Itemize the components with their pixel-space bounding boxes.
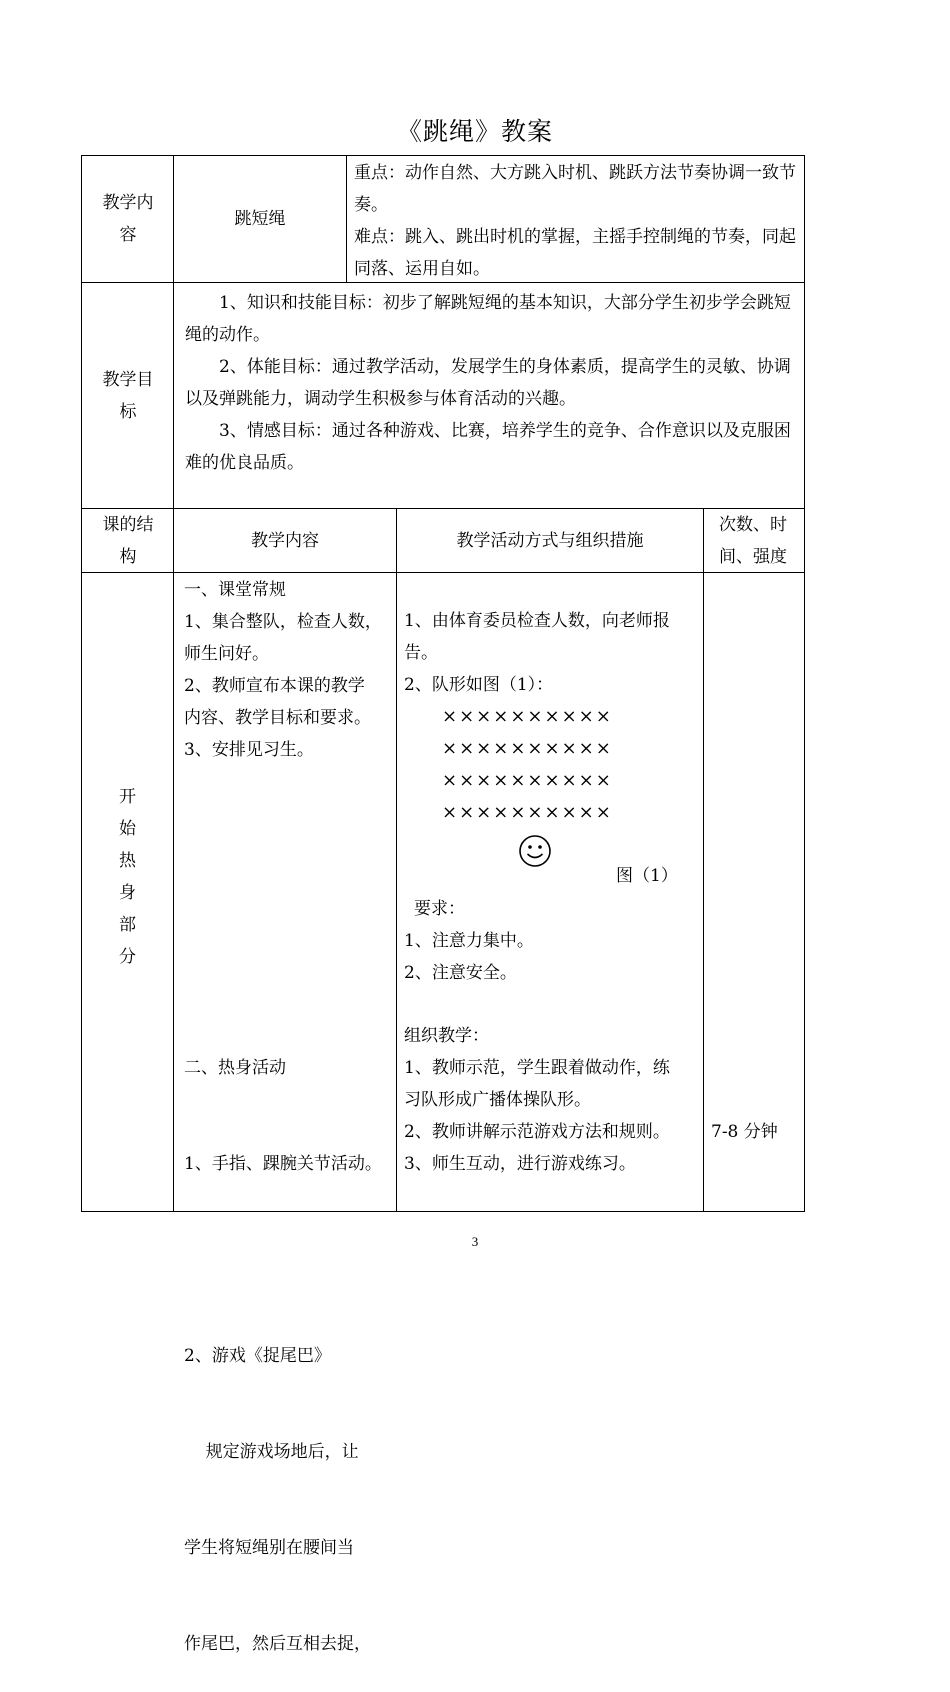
content-line: 二、热身活动 [184, 1058, 286, 1078]
content-line: 师生问好。 [184, 644, 269, 664]
difficulty-text: 难点：跳入、跳出时机的掌握，主摇手控制绳的节奏，同起同落、运用自如。 [354, 227, 796, 279]
content-row-header: 教学内容 [102, 193, 154, 245]
warmup-activities-organization [404, 1020, 700, 1180]
activities-header: 教学活动方式与组织措施 [456, 530, 644, 551]
objectives-row-header: 教学目标 [102, 369, 154, 422]
activity-line: 告。 [404, 643, 438, 663]
activity-line: 1、教师示范，学生跟着做动作，练 [404, 1058, 670, 1078]
content-line: 3、安排见习生。 [184, 740, 314, 760]
content-line: 学生将短绳别在腰间当 [184, 1538, 354, 1558]
requirement-item: 1、注意力集中。 [404, 931, 534, 951]
formation-row: ×××××××××× [442, 770, 613, 791]
page-number: 3 [471, 1234, 479, 1249]
content-line: 作尾巴，然后互相去捉， [184, 1634, 371, 1654]
activity-line: 习队形成广播体操队形。 [404, 1090, 591, 1110]
content-line: 2、游戏《捉尾巴》 [184, 1346, 331, 1366]
content-key-points [354, 157, 801, 285]
formation-row: ×××××××××× [442, 802, 613, 823]
key-points-text: 重点：动作自然、大方跳入时机、跳跃方法节奏协调一致节奏。 [354, 163, 796, 215]
warmup-time: 7-8 分钟 [711, 1122, 778, 1142]
warmup-activities-routine [404, 605, 700, 701]
document-title: 《跳绳》教案 [396, 117, 553, 146]
content-line: 内容、教学目标和要求。 [184, 708, 371, 728]
activity-line: 1、由体育委员检查人数，向老师报 [404, 611, 670, 631]
warmup-content-routine [184, 574, 394, 766]
content-header: 教学内容 [251, 530, 319, 551]
content-line: 1、集合整队，检查人数， [184, 612, 382, 632]
time-header: 次数、时间、强度 [719, 514, 787, 567]
activity-line: 3、师生互动，进行游戏练习。 [404, 1154, 636, 1174]
content-line: 1、手指、踝腕关节活动。 [184, 1154, 382, 1174]
content-line: 规定游戏场地后，让 [184, 1442, 359, 1462]
objective-item: 3、情感目标：通过各种游戏、比赛，培养学生的竞争、合作意识以及克服困难的优良品质。 [185, 421, 791, 473]
objective-item: 2、体能目标：通过教学活动，发展学生的身体素质，提高学生的灵敏、协调以及弹跳能力，调动学生积极参与体育活动的兴趣。 [185, 357, 791, 409]
formation-diagram [442, 701, 682, 829]
warmup-content-activities [184, 988, 394, 1692]
structure-header: 课的结构 [102, 514, 154, 567]
warmup-requirements [404, 893, 700, 989]
smiley-face-icon [518, 834, 552, 868]
formation-row: ×××××××××× [442, 738, 613, 759]
formation-row: ×××××××××× [442, 706, 613, 727]
content-line: 一、课堂常规 [184, 580, 286, 600]
figure-caption: 图（1） [616, 866, 678, 886]
activity-line: 组织教学： [404, 1026, 489, 1046]
content-topic: 跳短绳 [234, 209, 286, 229]
activity-line: 2、队形如图（1）： [404, 675, 554, 695]
content-line: 2、教师宣布本课的教学 [184, 676, 365, 696]
objectives-list [185, 287, 797, 479]
activity-line: 2、教师讲解示范游戏方法和规则。 [404, 1122, 670, 1142]
objective-item: 1、知识和技能目标：初步了解跳短绳的基本知识，大部分学生初步学会跳短绳的动作。 [185, 293, 791, 345]
requirements-heading: 要求： [414, 899, 465, 919]
requirement-item: 2、注意安全。 [404, 963, 517, 983]
warmup-section-label: 开 始 热 身 部 分 [119, 787, 136, 967]
